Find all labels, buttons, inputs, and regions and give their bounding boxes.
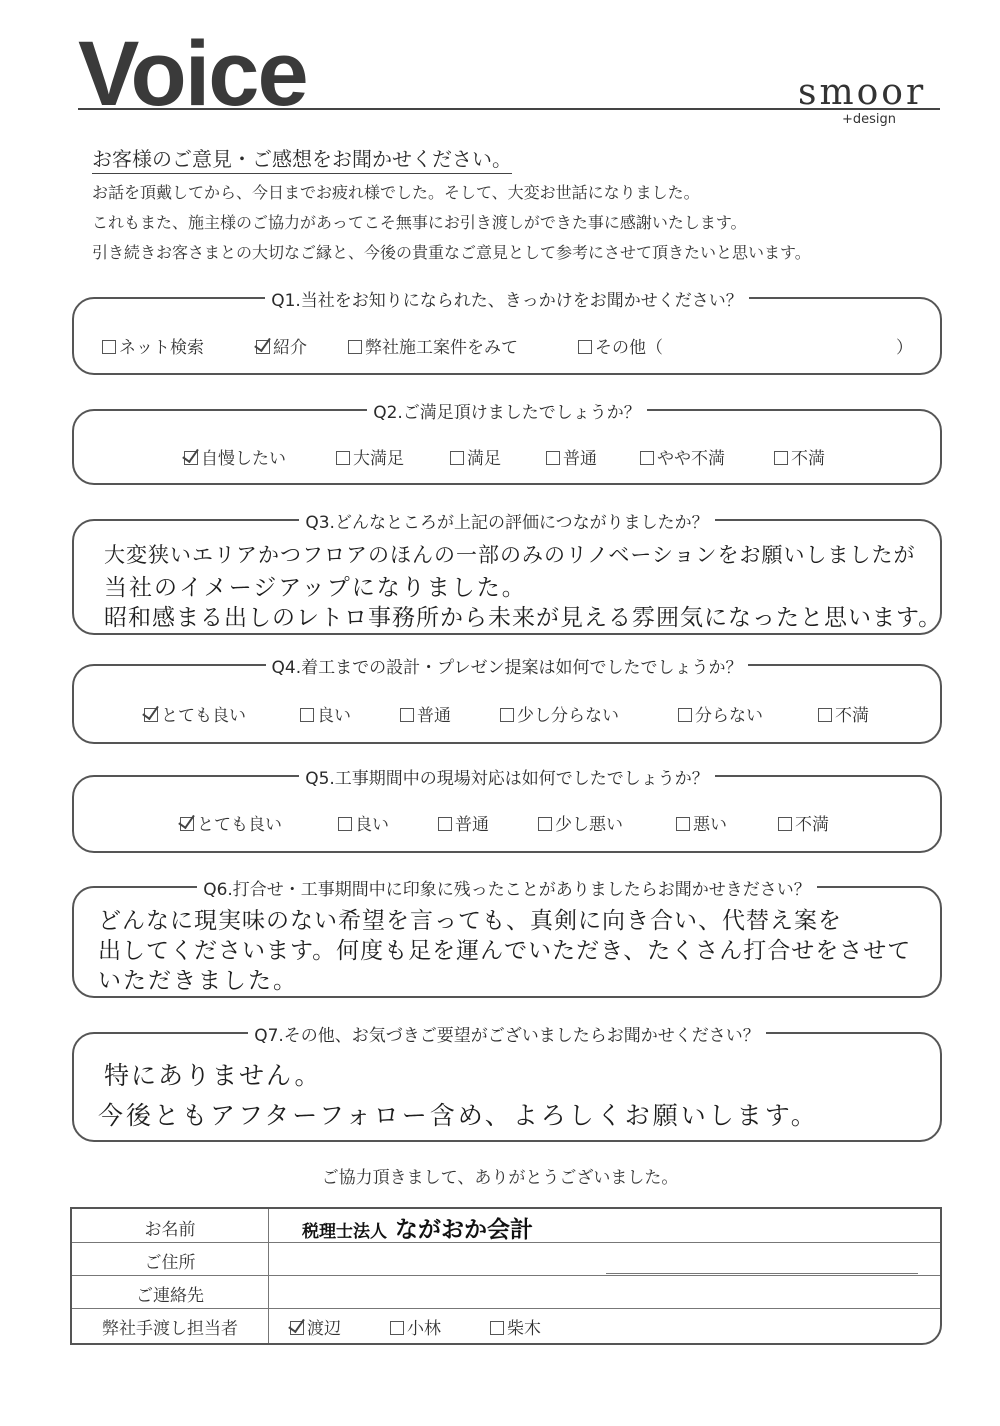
checkbox-icon	[300, 708, 314, 722]
q1-option-net-search[interactable]: ネット検索	[102, 333, 204, 358]
checkbox-icon	[336, 451, 350, 465]
checkbox-checked-icon	[180, 817, 194, 831]
q1-option-our-works[interactable]: 弊社施工案件をみて	[348, 333, 518, 358]
q4-label: Q4.着工までの設計・プレゼン提案は如何でしたでしょうか？	[266, 658, 749, 678]
q5-option-slightly-bad[interactable]: 少し悪い	[538, 810, 623, 835]
checkbox-icon	[102, 340, 116, 354]
q2-label: Q2.ご満足頂けましたでしょうか？	[367, 403, 647, 423]
q5-option-dissatisfied[interactable]: 不満	[778, 810, 829, 835]
staff-option-kobayashi[interactable]: 小林	[390, 1314, 441, 1339]
q4-option-very-good[interactable]: とても良い	[144, 701, 246, 726]
q4-box	[72, 658, 942, 744]
checkbox-icon	[578, 340, 592, 354]
q5-option-good[interactable]: 良い	[338, 810, 389, 835]
q6-answer-line-3: いただきました。	[98, 968, 298, 994]
checkbox-checked-icon	[256, 340, 270, 354]
q5-box	[72, 769, 942, 853]
checkbox-icon	[676, 817, 690, 831]
checkbox-icon	[500, 708, 514, 722]
q4-option-normal[interactable]: 普通	[400, 701, 451, 726]
checkbox-icon	[778, 817, 792, 831]
q2-option-satisfied[interactable]: 満足	[450, 444, 501, 469]
q3-label: Q3.どんなところが上記の評価につながりましたか？	[299, 513, 714, 533]
checkbox-icon	[538, 817, 552, 831]
q6-answer-line-1: どんなに現実味のない希望を言っても、真剣に向き合い、代替え案を	[98, 908, 842, 934]
brand-logo: smoor	[798, 72, 927, 113]
q3-answer-line-1: 大変狭いエリアかつフロアのほんの一部のみのリノベーションをお願いしましたが	[104, 543, 916, 567]
q1-box	[72, 291, 942, 375]
intro-line-1: お話を頂戴してから、今日までお疲れ様でした。そして、大変お世話になりました。	[92, 183, 700, 202]
checkbox-icon	[400, 708, 414, 722]
subtitle: お客様のご意見・ご感想をお聞かせください。	[92, 143, 512, 174]
q7-label: Q7.その他、お気づきご要望がございましたらお聞かせください？	[248, 1026, 766, 1046]
checkbox-icon	[390, 1321, 404, 1335]
q5-label: Q5.工事期間中の現場対応は如何でしたでしょうか？	[299, 769, 715, 789]
checkbox-icon	[774, 451, 788, 465]
intro-line-2: これもまた、施主様のご協力があってこそ無事にお引き渡しができた事に感謝いたします。	[92, 213, 747, 232]
customer-info-form	[70, 1207, 942, 1345]
q1-option-other[interactable]: その他（	[578, 333, 663, 358]
form-divider	[268, 1209, 269, 1343]
q2-box	[72, 403, 942, 485]
q5-option-normal[interactable]: 普通	[438, 810, 489, 835]
form-row-line	[72, 1275, 940, 1276]
checkbox-icon	[546, 451, 560, 465]
q5-option-very-good[interactable]: とても良い	[180, 810, 282, 835]
name-label: お名前	[144, 1220, 196, 1240]
thanks-message: ご協力頂きまして、ありがとうございました。	[321, 1168, 679, 1188]
checkbox-icon	[348, 340, 362, 354]
q4-option-slightly-unclear[interactable]: 少し分らない	[500, 701, 619, 726]
q6-box	[72, 880, 942, 998]
q4-option-good[interactable]: 良い	[300, 701, 351, 726]
q4-option-dissatisfied[interactable]: 不満	[818, 701, 869, 726]
checkbox-icon	[338, 817, 352, 831]
q4-option-unclear[interactable]: 分らない	[678, 701, 763, 726]
q7-answer-line-2: 今後ともアフターフォロー含め、よろしくお願いします。	[98, 1101, 819, 1130]
staff-label: 弊社手渡し担当者	[102, 1319, 238, 1339]
q1-other-close: ）	[896, 338, 913, 358]
checkbox-checked-icon	[290, 1321, 304, 1335]
checkbox-checked-icon	[144, 708, 158, 722]
q3-box	[72, 513, 943, 635]
q2-option-very-satisfied[interactable]: 大満足	[336, 444, 404, 469]
q2-option-proud[interactable]: 自慢したい	[184, 444, 286, 469]
name-value[interactable]: 税理士法人 ながおか会計	[302, 1216, 534, 1243]
q1-option-referral[interactable]: 紹介	[256, 333, 307, 358]
q2-option-normal[interactable]: 普通	[546, 444, 597, 469]
checkbox-icon	[438, 817, 452, 831]
address-label: ご住所	[144, 1253, 196, 1273]
staff-option-watanabe[interactable]: 渡辺	[290, 1314, 341, 1339]
checkbox-checked-icon	[184, 451, 198, 465]
contact-field-line	[606, 1273, 918, 1274]
q2-option-dissatisfied[interactable]: 不満	[774, 444, 825, 469]
q7-answer-line-1: 特にありません。	[104, 1061, 322, 1090]
q3-answer-line-2: 当社のイメージアップになりました。	[104, 575, 527, 601]
page-title: Voice	[78, 23, 307, 125]
checkbox-icon	[450, 451, 464, 465]
intro-line-3: 引き続きお客さまとの大切なご縁と、今後の貴重なご意見として参考にさせて頂きたいと思います。	[92, 243, 811, 262]
q7-box	[72, 1026, 942, 1142]
staff-option-shibaki[interactable]: 柴木	[490, 1314, 541, 1339]
q6-answer-line-2: 出してくださいます。何度も足を運んでいただき、たくさん打合せをさせて	[98, 938, 912, 964]
q5-option-bad[interactable]: 悪い	[676, 810, 727, 835]
q1-label: Q1.当社をお知りになられた、きっかけをお聞かせください？	[265, 291, 749, 311]
form-row-line	[72, 1308, 940, 1309]
q3-answer-line-3: 昭和感まる出しのレトロ事務所から未来が見える雰囲気になったと思います。	[104, 605, 943, 631]
checkbox-icon	[678, 708, 692, 722]
q2-option-somewhat-dissatisfied[interactable]: やや不満	[640, 444, 725, 469]
checkbox-icon	[490, 1321, 504, 1335]
q6-label: Q6.打合せ・工事期間中に印象に残ったことがありましたらお聞かせきださい？	[197, 880, 817, 900]
contact-label: ご連絡先	[136, 1286, 204, 1306]
checkbox-icon	[818, 708, 832, 722]
brand-sub: +design	[842, 112, 897, 127]
checkbox-icon	[640, 451, 654, 465]
